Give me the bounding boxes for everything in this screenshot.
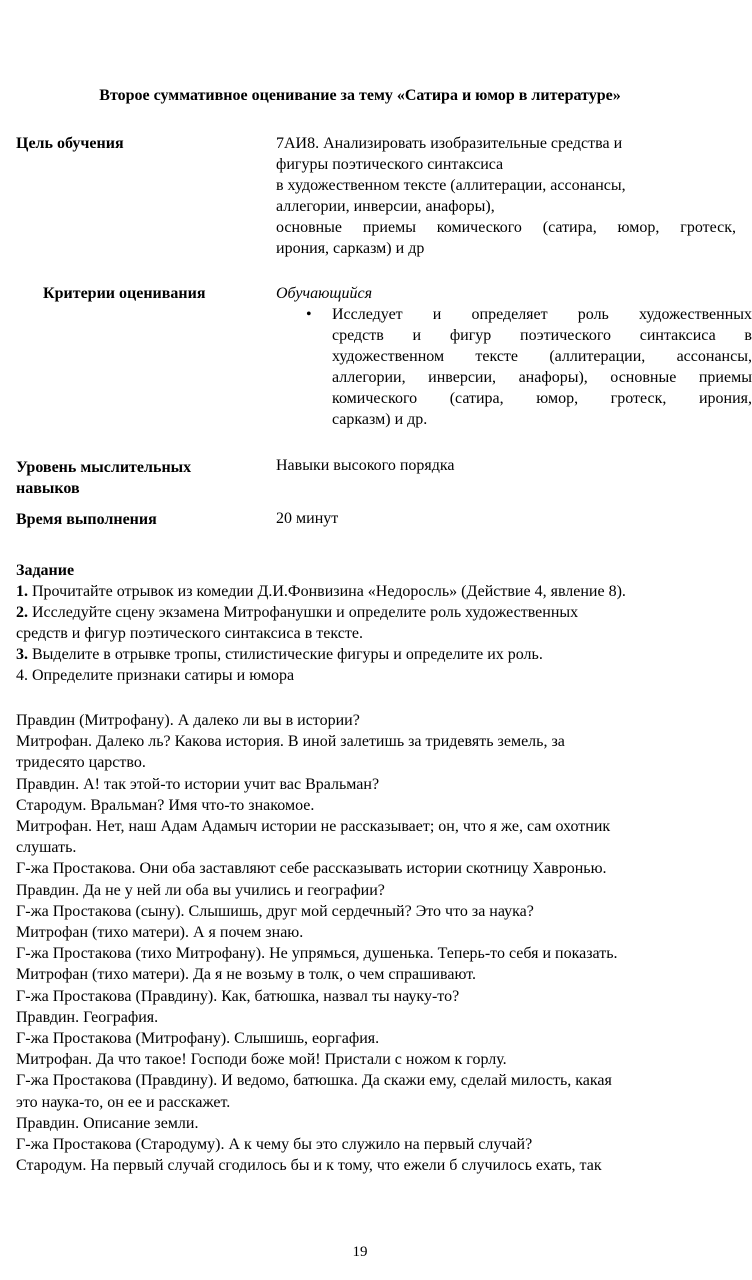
goal-word: (сатира, [542,219,597,236]
dialogue-line: Митрофан. Нет, наш Адам Адамыч истории не рассказывает; он, что я же, сам охотник [16,818,611,836]
task-item: 4. Определите признаки сатиры и юмора [16,667,295,684]
dialogue-line: слушать. [16,839,77,857]
task-item [16,581,736,602]
task-heading: Задание [16,562,75,579]
goal-line: ирония, сарказм) и др [276,240,425,257]
bullet-word: ирония, [698,390,752,407]
learner-label: Обучающийся [276,285,373,302]
bullet-word: инверсии, [428,369,497,386]
dialogue-line: Г-жа Простакова (сыну). Слышишь, друг мой сердечный? Это что за наука? [16,902,534,920]
dialogue-line: Стародум. На первый случай сгодилось бы и к тому, что ежели б случилось ехать, так [16,1157,602,1175]
task-item [16,644,736,665]
dialogue-line: Правдин (Митрофану). А далеко ли вы в истории? [16,712,360,729]
goal-word: комического [436,219,522,236]
bullet-line [332,346,752,367]
bullet-word: основные [610,369,677,386]
goal-line: фигуры поэтического синтаксиса [276,156,504,173]
bullet-word: гротеск, [610,390,667,407]
dialogue-line: Митрофан. Да что такое! Господи боже мой! Пристали с ножом к горлу. [16,1051,507,1069]
goal-word: юмор, [617,219,660,236]
goal-word: гротеск, [680,219,736,236]
bullet-word: комического [332,390,418,407]
goal-line: 7АИ8. Анализировать изобразительные средства и [276,135,623,152]
bullet-line [332,388,752,409]
bullet-line [332,325,752,346]
dialogue-line: тридесято царство. [16,754,146,772]
dialogue-line: Г-жа Простакова (Правдину). Как, батюшка, назвал ты науку-то? [16,987,460,1005]
bullet-word: определяет [471,306,548,323]
dialogue-line: Стародум. Вральман? Имя что-то знакомое. [16,796,315,814]
bullet-icon: • [306,306,312,323]
bullet-line [332,367,752,388]
criteria-label: Критерии оценивания [43,285,206,302]
dialogue-line: Митрофан. Далеко ль? Какова история. В иной залетишь за тридевять земель, за [16,733,565,751]
bullet-word: художественном [332,348,445,365]
page-title: Второе суммативное оценивание за тему «Сатира и юмор в литературе» [99,87,621,104]
task-item [16,602,736,623]
task-item-number: 1. [16,583,28,600]
bullet-line [332,304,752,325]
task-item-text: Исследуйте сцену экзамена Митрофанушки и определите роль художественных [28,604,579,621]
bullet-word: (аллитерации, [549,348,646,365]
bullet-word: аллегории, [332,369,406,386]
bullet-word: в [744,327,752,344]
goal-label: Цель обучения [16,135,124,152]
dialogue-line: это наука-то, он ее и расскажет. [16,1093,231,1111]
goal-word: приемы [362,219,416,236]
goal-text [276,133,736,259]
dialogue-line: Г-жа Простакова (тихо Митрофану). Не упрямься, душенька. Теперь-то себя и показать. [16,945,618,963]
task-section [16,560,736,686]
task-item-text: Прочитайте отрывок из комедии Д.И.Фонвизина «Недоросль» (Действие 4, явление 8). [28,583,626,600]
task-item-continued: средств и фигур поэтического синтаксиса в тексте. [16,625,363,642]
goal-word: основные [276,219,343,236]
bullet-word: анафоры), [518,369,588,386]
dialogue-line: Митрофан (тихо матери). А я почем знаю. [16,924,304,942]
bullet-word: поэтического [520,327,611,344]
level-value: Навыки высокого порядка [276,457,455,474]
goal-justified-line [276,217,736,238]
dialogue-line: Правдин. География. [16,1008,159,1026]
level-label [16,457,191,499]
dialogue-excerpt [16,710,736,1176]
level-label-line: навыков [16,480,80,497]
bullet-word: художественных [639,306,752,323]
time-label: Время выполнения [16,511,157,528]
bullet-word: средств [332,327,384,344]
bullet-word: и [412,327,422,344]
dialogue-line: Правдин. Описание земли. [16,1114,199,1132]
dialogue-line: Митрофан (тихо матери). Да я не возьму в толк, о чем спрашивают. [16,966,476,984]
bullet-word: роль [577,306,609,323]
dialogue-line: Г-жа Простакова (Стародуму). А к чему бы это служило на первый случай? [16,1136,533,1154]
dialogue-line: Г-жа Простакова. Они оба заставляют себе рассказывать истории скотницу Хавронью. [16,860,607,878]
dialogue-line: Г-жа Простакова (Правдину). И ведомо, батюшка. Да скажи ему, сделай милость, какая [16,1072,612,1090]
bullet-word: (сатира, [449,390,504,407]
time-value: 20 минут [276,510,339,527]
bullet-word: юмор, [536,390,579,407]
dialogue-line: Г-жа Простакова (Митрофану). Слышишь, еоргафия. [16,1030,380,1048]
page-number: 19 [352,1244,368,1260]
bullet-word: тексте [475,348,519,365]
bullet-word: и [432,306,442,323]
task-item-text: Выделите в отрывке тропы, стилистические фигуры и определите их роль. [28,646,543,663]
bullet-word: фигур [449,327,492,344]
bullet-word: ассонансы, [676,348,752,365]
dialogue-line: Правдин. А! так этой-то истории учит вас Вральман? [16,775,380,793]
level-label-line: Уровень мыслительных [16,459,192,476]
goal-line: аллегории, инверсии, анафоры), [276,198,495,215]
dialogue-line: Правдин. Да не у ней ли оба вы учились и географии? [16,881,385,899]
bullet-word: синтаксиса [639,327,716,344]
task-item-number: 3. [16,646,28,663]
criteria-bullet-text [332,304,752,430]
goal-line: в художественном тексте (аллитерации, ассонансы, [276,177,626,194]
bullet-word: приемы [698,369,752,386]
bullet-line: сарказм) и др. [332,411,428,428]
bullet-word: Исследует [332,306,403,323]
task-item-number: 2. [16,604,28,621]
